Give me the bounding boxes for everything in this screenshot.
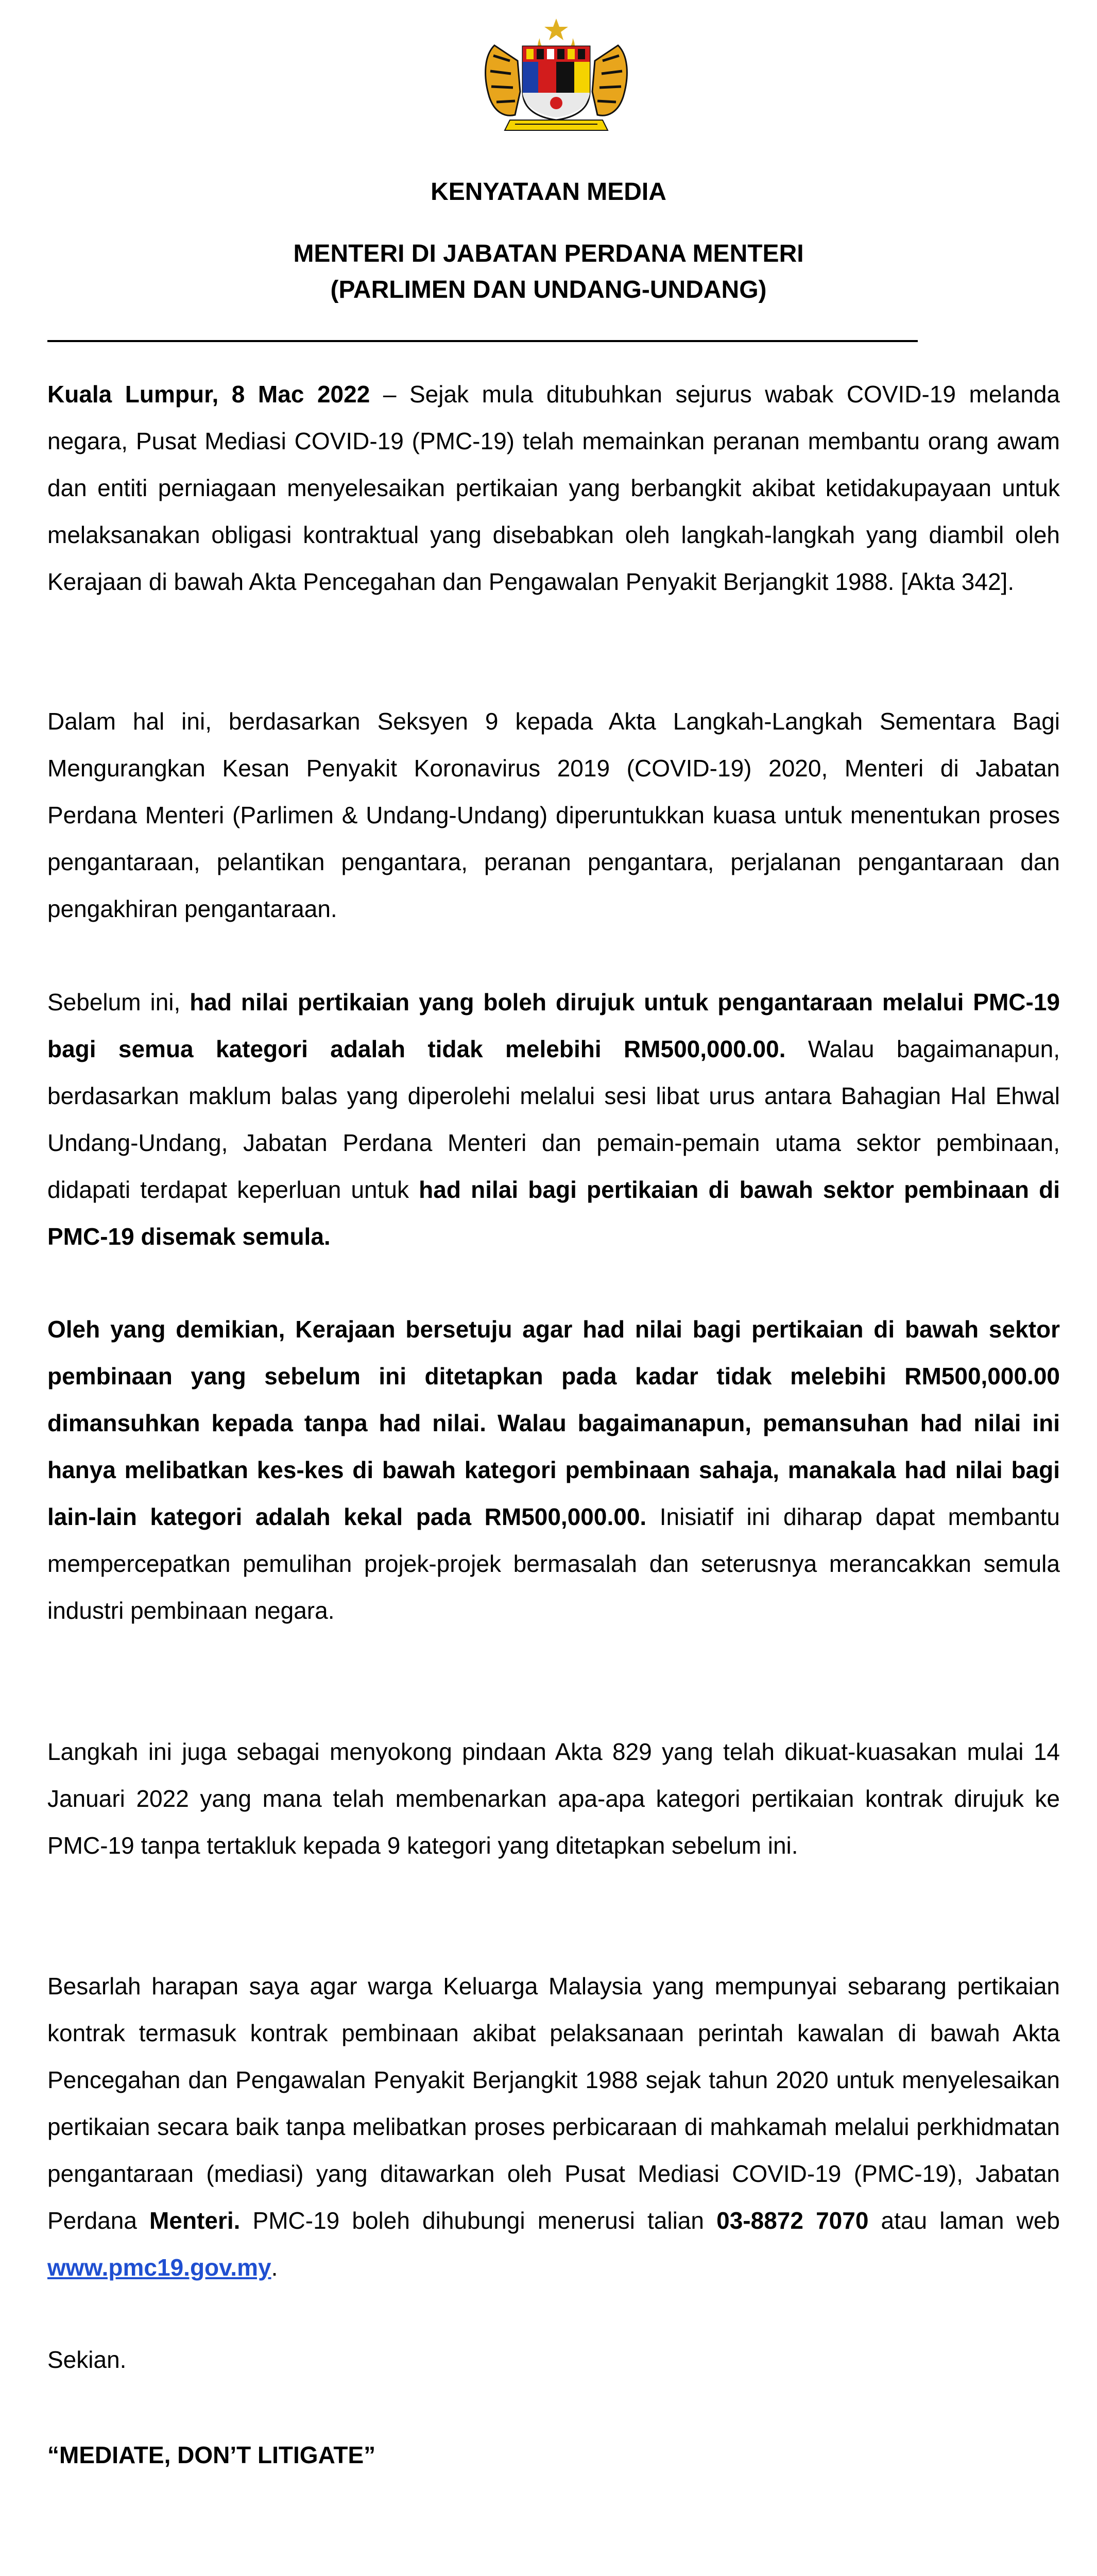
header-divider (47, 340, 918, 342)
paragraph-4-text: Inisiatif ini diharap dapat membantu mempercepatkan pemulihan projek-projek bermasalah dan seterusnya merancakkan semula industri pembinaan negara. (47, 1503, 1060, 1624)
paragraph-2-text: Dalam hal ini, berdasarkan Seksyen 9 kepada Akta Langkah-Langkah Sementara Bagi Mengurangkan Kesan Penyakit Koronavirus 2019 (COVID-19) 2020, Menteri di Jabatan Perdana Menteri (Parlimen & Undang-Undang) diperuntukkan kuasa untuk menentukan proses pengantaraan, pelantikan pengantara, peranan pengantara, perjalanan pengantaraan dan pengakhiran pengantaraan. (47, 708, 1060, 922)
website-link[interactable]: www.pmc19.gov.my (47, 2254, 271, 2281)
paragraph-3-text-a: Sebelum ini, (47, 989, 190, 1015)
paragraph-3 (47, 979, 1060, 1260)
paragraph-5 (47, 1728, 1060, 1869)
paragraph-6-text-b: PMC-19 boleh dihubungi menerusi talian (240, 2207, 717, 2234)
paragraph-1-text: – Sejak mula ditubuhkan sejurus wabak COVID-19 melanda negara, Pusat Mediasi COVID-19 (PMC-19) telah memainkan peranan membantu orang awam dan entiti perniagaan menyelesaikan pertikaian yang berbangkit akibat ketidakupayaan untuk melaksanakan obligasi kontraktual yang disebabkan oleh langkah-langkah yang diambil oleh Kerajaan di bawah Akta Pencegahan dan Pengawalan Penyakit Berjangkit 1988. [Akta 342]. (47, 381, 1060, 595)
paragraph-3-text-b: Walau bagaimanapun, berdasarkan maklum balas yang diperolehi melalui sesi libat urus antara Bahagian Hal Ehwal Undang-Undang, Jabatan Perdana Menteri dan pemain-pemain utama sektor pembinaan, didapati terdapat keperluan untuk (47, 1036, 1060, 1203)
paragraph-4-bold: Oleh yang demikian, Kerajaan bersetuju agar had nilai bagi pertikaian di bawah sektor pembinaan yang sebelum ini ditetapkan pada kadar tidak melebihi RM500,000.00 dimansuhkan kepada tanpa had nilai. Walau bagaimanapun, pemansuhan had nilai ini hanya melibatkan kes-kes di bawah kategori pembinaan sahaja, manakala had nilai bagi lain-lain kategori adalah kekal pada RM500,000.00. (47, 1316, 1060, 1530)
paragraph-6-text-c: atau laman web (868, 2207, 1060, 2234)
paragraph-2 (47, 698, 1060, 933)
paragraph-3-bold-a: had nilai pertikaian yang boleh dirujuk untuk pengantaraan melalui PMC-19 bagi semua kategori adalah tidak melebihi RM500,000.00. (47, 989, 1060, 1062)
closing-sekian: Sekian. (47, 2346, 127, 2373)
ministry-title-line1: MENTERI DI JABATAN PERDANA MENTERI (293, 240, 804, 267)
paragraph-6-text-a: Besarlah harapan saya agar warga Keluarga Malaysia yang mempunyai sebarang pertikaian kontrak termasuk kontrak pembinaan akibat pelaksanaan perintah kawalan di bawah Akta Pencegahan dan Pengawalan Penyakit Berjangkit 1988 sejak tahun 2020 untuk menyelesaikan pertikaian secara baik tanpa melibatkan proses perbicaraan di mahkamah melalui perkhidmatan pengantaraan (mediasi) yang ditawarkan oleh Pusat Mediasi COVID-19 (PMC-19), Jabatan Perdana (47, 1973, 1060, 2234)
paragraph-5-text: Langkah ini juga sebagai menyokong pindaan Akta 829 yang telah dikuat-kuasakan mulai 14 Januari 2022 yang mana telah membenarkan apa-apa kategori pertikaian kontrak dirujuk ke PMC-19 tanpa tertakluk kepada 9 kategori yang ditetapkan sebelum ini. (47, 1738, 1060, 1859)
paragraph-6 (47, 1963, 1060, 2291)
paragraph-1 (47, 371, 1060, 605)
coat-of-arms-icon (479, 14, 633, 138)
dateline: Kuala Lumpur, 8 Mac 2022 (47, 381, 370, 408)
phone-number: 03-8872 7070 (716, 2207, 869, 2234)
paragraph-4 (47, 1306, 1060, 1634)
paragraph-6-text-d: . (271, 2254, 278, 2281)
paragraph-6-bold: Menteri. (149, 2207, 241, 2234)
ministry-title-line2: (PARLIMEN DAN UNDANG-UNDANG) (330, 276, 767, 303)
paragraph-3-bold-b: had nilai bagi pertikaian di bawah sektor pembinaan di PMC-19 disemak semula. (47, 1176, 1060, 1250)
slogan: “MEDIATE, DON’T LITIGATE” (47, 2442, 376, 2468)
document-type-title: KENYATAAN MEDIA (431, 178, 666, 206)
